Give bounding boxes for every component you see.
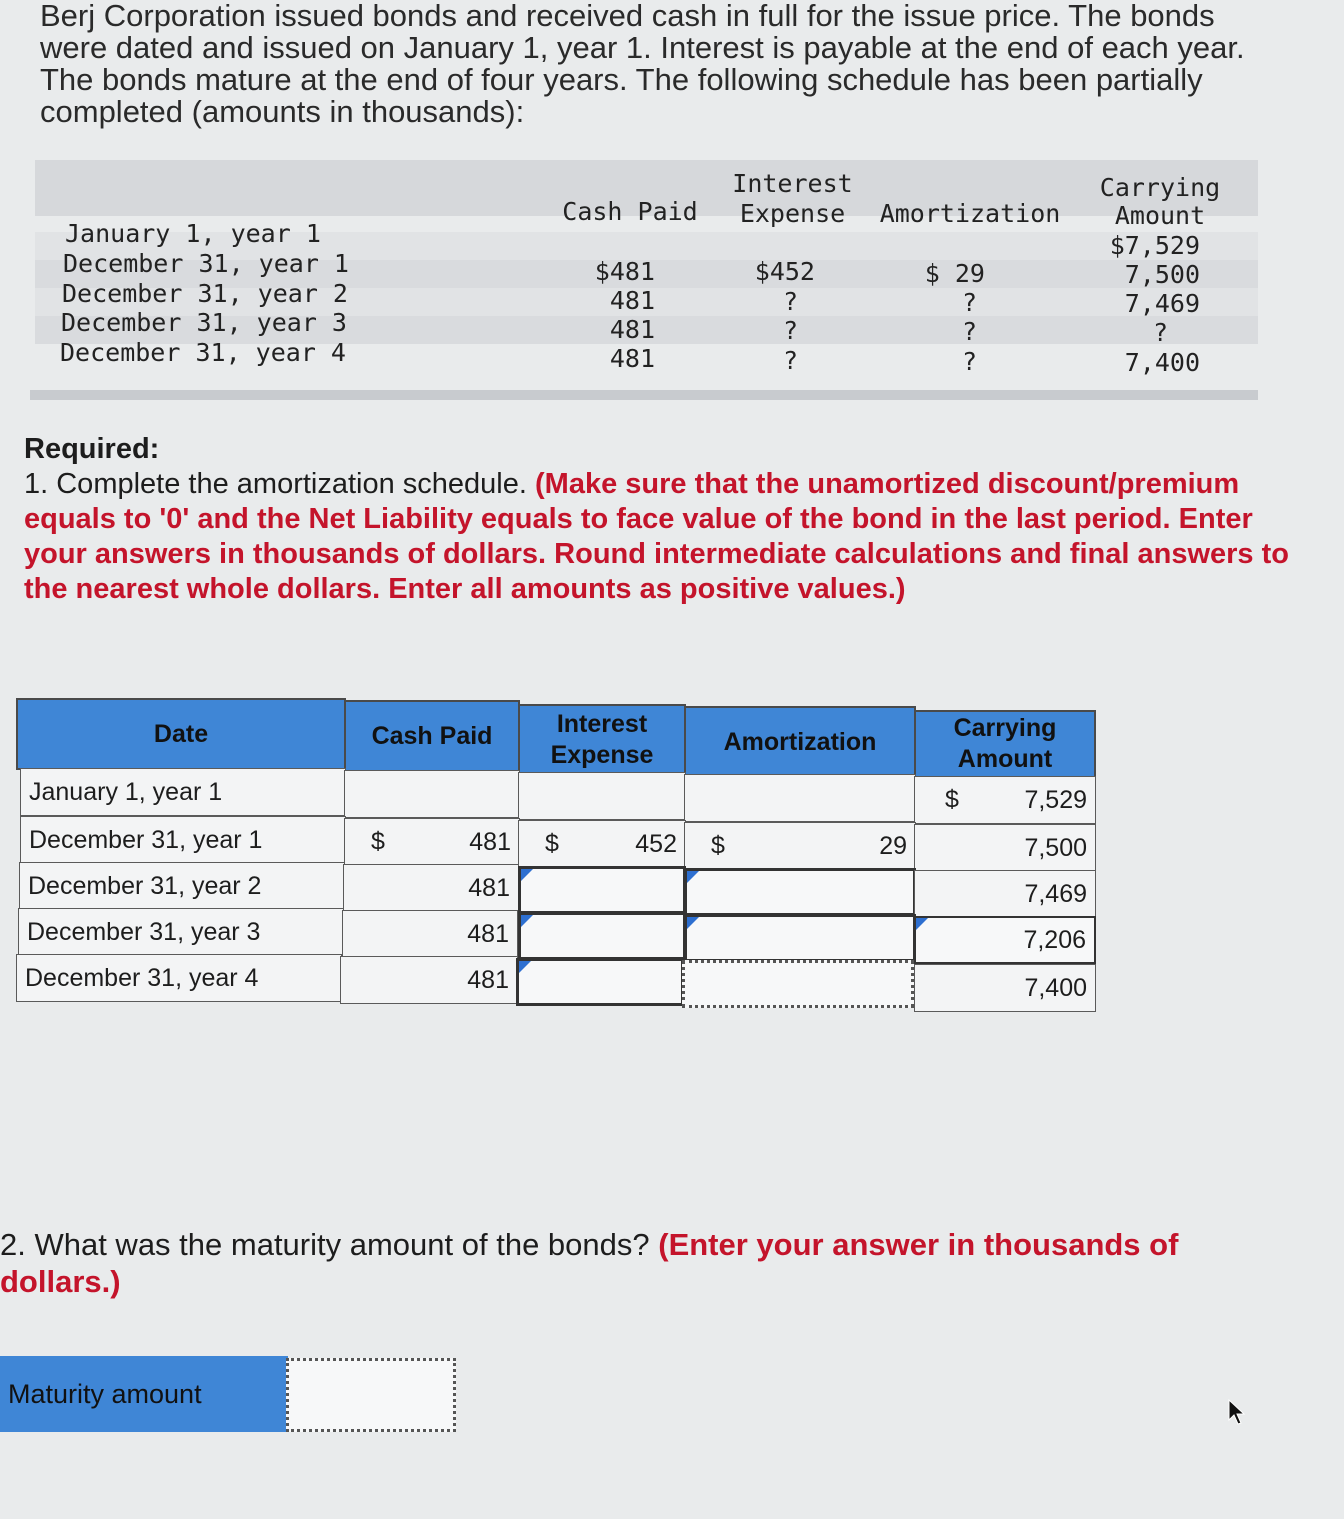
given-carrying: 7,469 xyxy=(1124,289,1200,318)
mouse-pointer-icon xyxy=(1226,1398,1248,1426)
given-interest: ? xyxy=(782,287,798,316)
amortization-input-year-2[interactable] xyxy=(684,868,916,916)
given-amort: ? xyxy=(961,317,977,346)
grid-date-cell: December 31, year 4 xyxy=(16,954,342,1002)
input-flag-icon xyxy=(521,869,533,881)
grid-header-carrying-amount xyxy=(914,710,1096,778)
required-section xyxy=(24,432,1294,607)
question-2-text: 2. What was the maturity amount of the bonds? xyxy=(0,1227,650,1262)
input-flag-icon xyxy=(521,915,533,927)
given-amort: $ 29 xyxy=(924,259,985,288)
required-item: 1. Complete the amortization schedule. xyxy=(24,468,527,500)
input-flag-icon xyxy=(519,961,531,973)
grid-amort-value: 29 xyxy=(879,831,907,860)
amortization-input-year-3[interactable] xyxy=(684,914,916,962)
question-2-instruction: (Enter your answer in thousands of dollars.) xyxy=(0,1227,1179,1299)
grid-header-label xyxy=(551,709,654,771)
grid-date-cell: January 1, year 1 xyxy=(20,768,346,816)
given-date: December 31, year 4 xyxy=(60,338,346,367)
given-header-amortization: Amortization xyxy=(879,199,1061,228)
interest-expense-input-year-3[interactable] xyxy=(518,912,686,960)
intro-line: completed (amounts in thousands): xyxy=(40,94,525,129)
grid-cash-cell xyxy=(344,818,520,866)
given-schedule xyxy=(30,160,1258,400)
given-header-carrying-2: Amount xyxy=(1114,201,1206,230)
grid-cash-value: 481 xyxy=(469,827,511,856)
grid-amort-cell-empty xyxy=(684,774,916,822)
grid-date-cell: December 31, year 2 xyxy=(19,862,345,910)
grid-cash-cell: 481 xyxy=(342,910,518,958)
given-cash: 481 xyxy=(609,344,655,373)
given-amort: ? xyxy=(961,347,977,376)
grid-header-line: Expense xyxy=(550,741,654,769)
given-header-cash-paid: Cash Paid xyxy=(562,197,698,226)
given-header-interest-1: Interest xyxy=(732,169,853,198)
grid-header-label xyxy=(954,713,1057,775)
interest-expense-input-year-4[interactable] xyxy=(516,958,684,1006)
grid-carrying-cell: 7,500 xyxy=(914,824,1096,872)
interest-expense-input-year-2[interactable] xyxy=(518,866,686,914)
given-date: January 1, year 1 xyxy=(65,219,321,248)
grid-cash-cell: 481 xyxy=(343,864,519,912)
given-carrying: $7,529 xyxy=(1109,231,1200,260)
grid-carrying-cell: 7,400 xyxy=(914,964,1096,1012)
grid-date-cell: December 31, year 3 xyxy=(18,908,344,956)
grid-interest-cell xyxy=(518,820,686,868)
currency-symbol: $ xyxy=(711,831,725,860)
given-interest: ? xyxy=(782,346,798,375)
required-instruction: (Make sure that the unamortized discount/premium equals to '0' and the Net Liability equals to face value of the bond in the last period. Enter your answers in thousands of dollars. Round intermediate calculations and final answers to the nearest whole dollars. Enter all amounts as positive values.) xyxy=(24,468,1289,605)
intro-line: were dated and issued on January 1, year 1. Interest is payable at the end of each year. xyxy=(40,30,1245,65)
intro-line: The bonds mature at the end of four years. The following schedule has been partially xyxy=(40,62,1203,97)
currency-symbol: $ xyxy=(371,827,385,856)
given-carrying: 7,400 xyxy=(1124,348,1200,377)
grid-carrying-value: 7,529 xyxy=(1024,785,1087,814)
grid-header-amortization xyxy=(684,706,916,778)
carrying-amount-input-value: 7,206 xyxy=(1023,925,1086,954)
grid-header-cash-paid xyxy=(344,700,520,772)
grid-cash-cell-empty xyxy=(344,770,520,818)
grid-header-label: Cash Paid xyxy=(371,721,493,750)
given-cash: 481 xyxy=(609,286,655,315)
grid-header-label: Date xyxy=(153,719,209,748)
grid-interest-cell-empty xyxy=(518,772,686,820)
grid-header-line: Carrying xyxy=(953,714,1057,742)
given-bottom-rule xyxy=(30,390,1258,400)
grid-cash-cell: 481 xyxy=(340,956,518,1004)
currency-symbol: $ xyxy=(945,785,959,814)
given-header-interest-2: Expense xyxy=(739,199,846,228)
given-carrying: 7,500 xyxy=(1124,260,1200,289)
amortization-schedule-grid xyxy=(16,698,1098,1010)
given-carrying: ? xyxy=(1152,318,1168,347)
grid-header-interest-expense xyxy=(518,704,686,776)
given-interest: $452 xyxy=(754,257,815,286)
question-2 xyxy=(0,1226,1300,1300)
currency-symbol: $ xyxy=(545,829,559,858)
grid-header-line: Amount xyxy=(957,745,1053,773)
given-amort: ? xyxy=(961,288,977,317)
given-cash: 481 xyxy=(609,315,655,344)
given-date: December 31, year 2 xyxy=(62,279,348,308)
grid-carrying-cell: 7,469 xyxy=(914,870,1096,918)
required-text xyxy=(24,467,1294,607)
given-cash: $481 xyxy=(594,257,655,286)
given-interest: ? xyxy=(782,316,798,345)
grid-amort-cell xyxy=(684,822,916,870)
problem-intro xyxy=(40,0,1280,128)
grid-header-line: Interest xyxy=(556,710,648,738)
grid-interest-value: 452 xyxy=(635,829,677,858)
required-heading: Required: xyxy=(24,433,160,465)
grid-header-date xyxy=(16,698,346,770)
grid-carrying-cell xyxy=(914,776,1096,824)
given-date: December 31, year 3 xyxy=(61,308,347,337)
maturity-amount-input[interactable] xyxy=(286,1358,456,1432)
carrying-amount-input-year-3[interactable] xyxy=(914,916,1096,964)
given-date: December 31, year 1 xyxy=(63,249,349,278)
amortization-input-year-4[interactable] xyxy=(682,960,914,1008)
input-flag-icon xyxy=(687,871,699,883)
input-flag-icon xyxy=(916,918,928,930)
intro-line: Berj Corporation issued bonds and received cash in full for the issue price. The bonds xyxy=(40,0,1215,33)
input-flag-icon xyxy=(687,917,699,929)
maturity-amount-label: Maturity amount xyxy=(0,1356,288,1432)
given-header-carrying-1: Carrying xyxy=(1099,173,1221,202)
grid-date-cell: December 31, year 1 xyxy=(20,816,346,864)
grid-header-label: Amortization xyxy=(723,727,877,756)
